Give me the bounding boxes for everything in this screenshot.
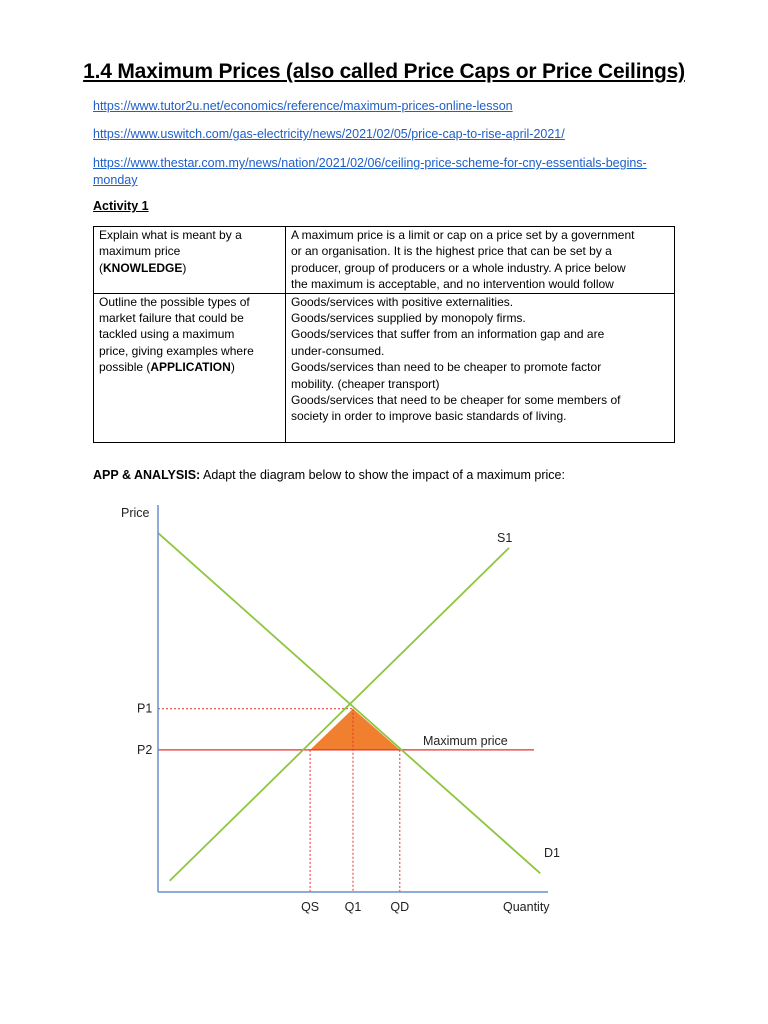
quantity-tick-label: Q1 bbox=[344, 900, 362, 914]
x-axis-label: Quantity bbox=[503, 900, 550, 914]
price-tick-label: P1 bbox=[137, 701, 153, 716]
question-line: ) bbox=[230, 360, 235, 375]
answer-line: producer, group of producers or a whole industry. A price below bbox=[291, 260, 626, 275]
question-line: Outline the possible types of bbox=[99, 294, 250, 309]
y-axis-label: Price bbox=[121, 506, 150, 520]
question-line: ( bbox=[99, 260, 103, 275]
maximum-price-label: Maximum price bbox=[423, 733, 508, 748]
question-line: market failure that could be bbox=[99, 311, 244, 326]
activity-heading: Activity 1 bbox=[93, 199, 149, 213]
answer-line: A maximum price is a limit or cap on a price set by a government bbox=[291, 228, 635, 242]
demand-curve bbox=[158, 530, 540, 873]
answer-line: Goods/services that need to be cheaper for some members of bbox=[291, 393, 621, 408]
answer-line: Goods/services with positive externalities. bbox=[291, 294, 514, 309]
analysis-text: Adapt the diagram below to show the impact of a maximum price: bbox=[200, 468, 565, 482]
price-tick-label: P2 bbox=[137, 742, 153, 757]
answer-line: Goods/services than need to be cheaper to promote factor bbox=[291, 360, 602, 375]
answer-line: society in order to improve basic standards of living. bbox=[291, 409, 567, 424]
question-line: maximum price bbox=[99, 244, 181, 259]
question-line: ) bbox=[182, 260, 187, 275]
skill-tag: APPLICATION bbox=[150, 360, 231, 375]
skill-tag: KNOWLEDGE bbox=[103, 260, 183, 275]
link-thestar-line1[interactable]: https://www.thestar.com.my/news/nation/2021/02/06/ceiling-price-scheme-for-cny-essentials-begins- bbox=[93, 156, 647, 170]
answer-line: Goods/services supplied by monopoly firms. bbox=[291, 311, 526, 326]
answer-line: under-consumed. bbox=[291, 343, 385, 358]
link-uswitch[interactable]: https://www.uswitch.com/gas-electricity/news/2021/02/05/price-cap-to-rise-april-2021/ bbox=[93, 127, 565, 141]
answer-line: mobility. (cheaper transport) bbox=[291, 376, 440, 391]
supply-label: S1 bbox=[497, 530, 513, 545]
analysis-label: APP & ANALYSIS: bbox=[93, 468, 201, 482]
question-line: price, giving examples where bbox=[99, 343, 254, 358]
answer-line: Goods/services that suffer from an information gap and are bbox=[291, 327, 605, 342]
quantity-tick-label: QD bbox=[390, 900, 410, 914]
supply-curve bbox=[170, 548, 509, 881]
demand-label: D1 bbox=[544, 846, 560, 860]
answer-line: the maximum is acceptable, and no intervention would follow bbox=[291, 277, 614, 292]
question-line: Explain what is meant by a bbox=[99, 228, 242, 242]
question-line: possible ( bbox=[99, 360, 151, 375]
quantity-tick-label: QS bbox=[301, 900, 320, 914]
link-tutor2u[interactable]: https://www.tutor2u.net/economics/reference/maximum-prices-online-lesson bbox=[93, 99, 513, 113]
page-title: 1.4 Maximum Prices (also called Price Caps or Price Ceilings) bbox=[83, 60, 685, 83]
answer-line: or an organisation. It is the highest price that can be set by a bbox=[291, 244, 612, 259]
link-thestar-line2[interactable]: monday bbox=[93, 173, 138, 187]
question-line: tackled using a maximum bbox=[99, 327, 235, 342]
